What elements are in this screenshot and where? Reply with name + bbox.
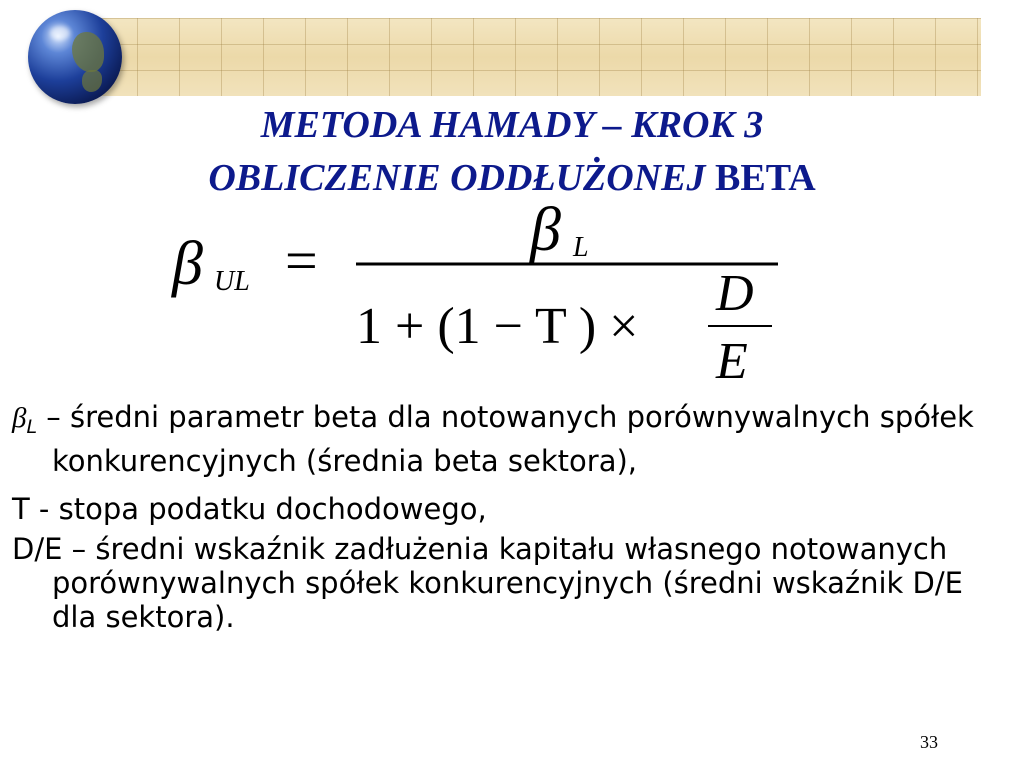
definition-beta-l-text: – średni parametr beta dla notowanych porównywalnych spółek konkurencyjnych (średnia beta sektora), (37, 400, 974, 478)
beta-symbol: β (12, 402, 27, 434)
title-tail: BETA (715, 157, 816, 199)
slide-number: 33 (920, 732, 938, 752)
banner-grid (95, 18, 981, 96)
ratio-denominator: E (716, 333, 748, 388)
formula-equals: = (285, 228, 318, 293)
ratio-numerator: D (716, 265, 754, 322)
formula-lhs-beta: β (172, 230, 203, 298)
definition-beta-l (12, 400, 1012, 478)
definitions-list (12, 400, 1012, 648)
slide-title-line1: METODA HAMADY – KROK 3 (260, 104, 764, 146)
globe-icon (28, 10, 122, 104)
header-banner-map (95, 18, 981, 96)
formula-denominator-prefix: 1 + (1 − T ) × (356, 298, 639, 355)
formula-lhs-subscript: UL (214, 266, 250, 297)
title-italic-part: OBLICZENIE ODDŁUŻONEJ (208, 157, 706, 199)
formula (0, 198, 1024, 388)
beta-subscript: L (26, 416, 38, 438)
formula-numerator-beta: β (530, 198, 561, 264)
definition-tax-rate: T - stopa podatku dochodowego, (12, 492, 487, 526)
slide-title-line2 (0, 155, 1024, 201)
definition-debt-equity: D/E – średni wskaźnik zadłużenia kapitału własnego notowanych porównywalnych spółek konkurencyjnych (średni wskaźnik D/E dla sektora). (12, 532, 963, 634)
formula-numerator-subscript: L (573, 232, 589, 263)
